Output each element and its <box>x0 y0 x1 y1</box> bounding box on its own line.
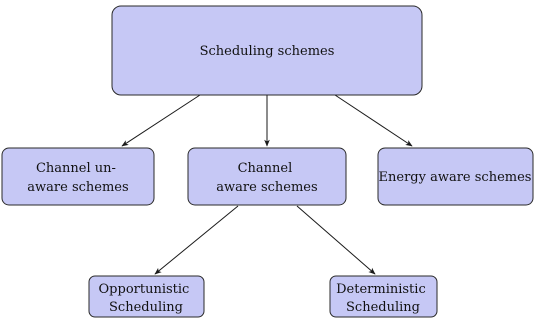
node-label-line-1: Channel <box>237 161 293 176</box>
node-label-line-2: Scheduling <box>109 300 183 315</box>
edge-channel-aware-to-deterministic <box>297 206 375 274</box>
node-label-line-2: aware schemes <box>27 180 129 195</box>
svg-text:Energy aware schemes <box>379 170 532 185</box>
node-label-line-1: Channel un- <box>35 161 116 176</box>
svg-text:Scheduling schemes <box>200 44 335 59</box>
node-box <box>2 148 154 205</box>
edge-channel-aware-to-opportunistic <box>155 206 238 274</box>
node-label-line-2: Scheduling <box>346 300 420 315</box>
node-label-line-1: Deterministic <box>336 282 426 297</box>
node-channel-aware-schemes <box>188 148 346 205</box>
node-channel-unaware-schemes <box>2 148 154 205</box>
node-label-line-2: aware schemes <box>216 180 318 195</box>
node-box <box>188 148 346 205</box>
node-scheduling-schemes <box>112 6 422 95</box>
node-energy-aware-schemes <box>378 148 533 205</box>
edge-root-to-channel-unaware <box>122 95 200 146</box>
node-label-line-1: Opportunistic <box>98 282 190 297</box>
node-deterministic-scheduling <box>330 276 437 317</box>
node-label: Scheduling schemes <box>199 44 335 59</box>
node-opportunistic-scheduling <box>89 276 204 317</box>
edge-root-to-energy-aware <box>335 95 412 146</box>
node-label: Energy aware schemes <box>378 170 532 185</box>
